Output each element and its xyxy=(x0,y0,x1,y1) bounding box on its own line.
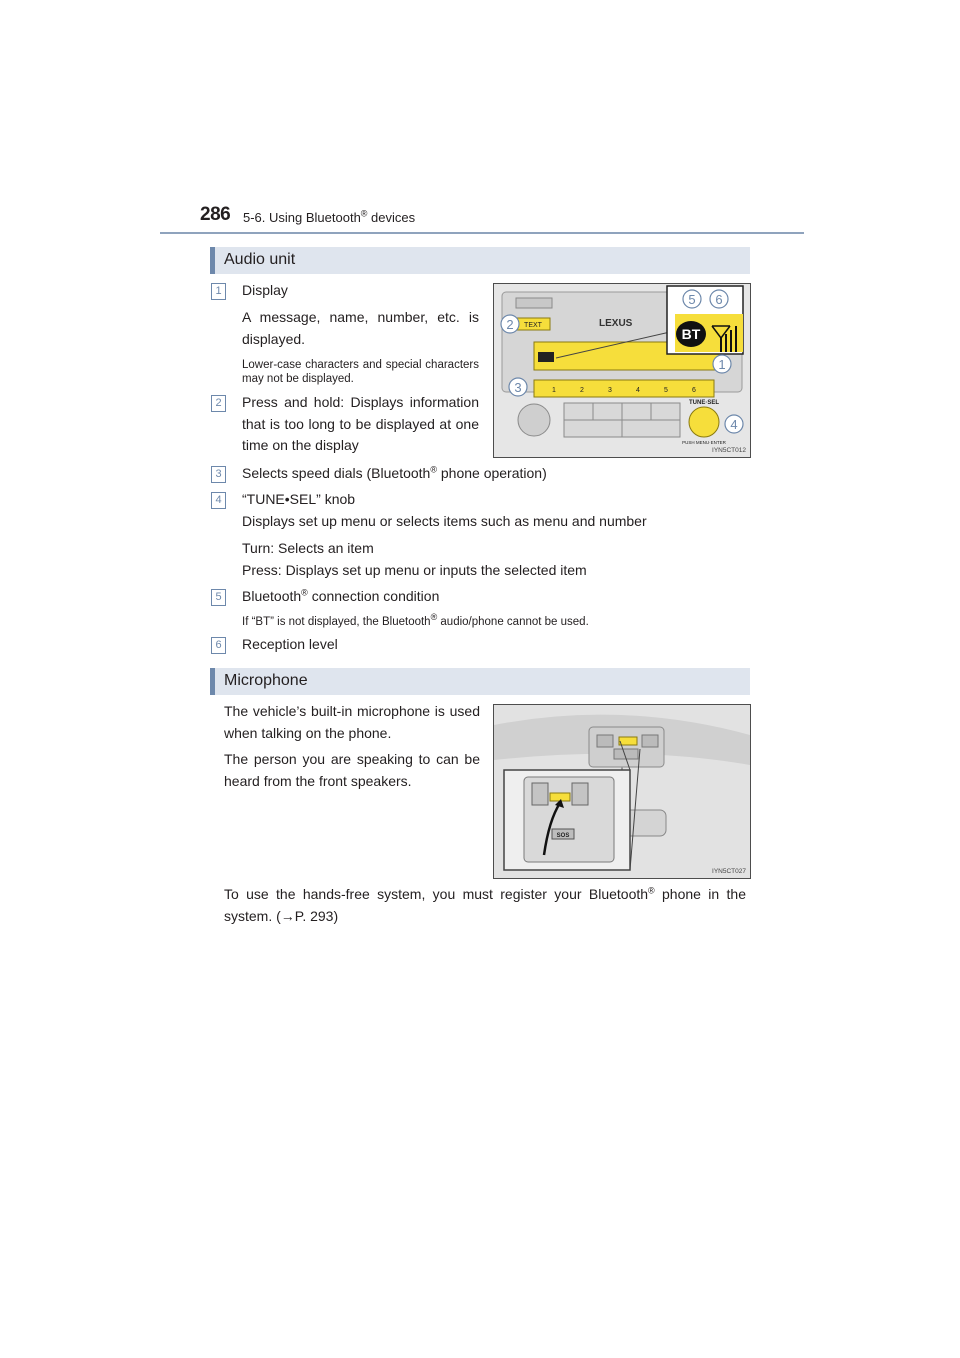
svg-text:IYN5CT012: IYN5CT012 xyxy=(712,447,746,454)
microphone-paragraph-1: The vehicle’s built-in microphone is used when talking on the phone. xyxy=(224,703,480,741)
svg-text:6: 6 xyxy=(692,387,696,394)
audio-unit-figure xyxy=(493,283,751,458)
svg-text:IYN5CT027: IYN5CT027 xyxy=(712,868,746,875)
callout-2 xyxy=(501,315,519,333)
svg-text:TEXT: TEXT xyxy=(524,322,542,329)
svg-text:3: 3 xyxy=(608,387,612,394)
item-number-5: 5 xyxy=(211,589,226,606)
item-1-note: Lower-case characters and special characters may not be displayed. xyxy=(242,359,479,385)
item-number-6: 6 xyxy=(211,637,226,654)
header-rule xyxy=(160,232,804,234)
callout-1 xyxy=(713,355,731,373)
svg-text:6: 6 xyxy=(715,292,723,307)
item-number-1: 1 xyxy=(211,283,226,300)
item-3-title: Selects speed dials (Bluetooth® phone operation) xyxy=(242,464,547,481)
svg-text:BT: BT xyxy=(681,326,701,342)
microphone-paragraph-3: To use the hands-free system, you must register your Bluetooth® phone in the system. (→P. 293) xyxy=(224,885,746,924)
callout-4 xyxy=(725,415,743,433)
callout-5 xyxy=(683,290,701,308)
item-4-press: Press: Displays set up menu or inputs the selected item xyxy=(242,562,587,578)
svg-text:4: 4 xyxy=(730,417,738,432)
callout-3 xyxy=(509,378,527,396)
page-reference-arrow-icon: → xyxy=(280,908,295,924)
item-5-note: If “BT” is not displayed, the Bluetooth® audio/phone cannot be used. xyxy=(242,612,589,628)
item-5-title: Bluetooth® connection condition xyxy=(242,587,440,604)
svg-text:1: 1 xyxy=(718,357,726,372)
callout-6 xyxy=(710,290,728,308)
svg-text:SOS: SOS xyxy=(556,833,570,839)
svg-text:TUNE·SEL: TUNE·SEL xyxy=(689,400,719,406)
audio-unit-illustration xyxy=(494,284,750,457)
microphone-figure xyxy=(493,704,751,879)
svg-text:3: 3 xyxy=(514,380,522,395)
item-6-title: Reception level xyxy=(242,636,338,652)
item-1-description: A message, name, number, etc. is displayed. xyxy=(242,309,479,347)
microphone-paragraph-2: The person you are speaking to can be heard from the front speakers. xyxy=(224,751,480,789)
microphone-illustration xyxy=(494,705,750,878)
svg-text:2: 2 xyxy=(506,317,514,332)
item-4-turn: Turn: Selects an item xyxy=(242,540,374,556)
svg-text:5: 5 xyxy=(688,292,696,307)
svg-text:4: 4 xyxy=(636,387,640,394)
item-number-3: 3 xyxy=(211,466,226,483)
svg-text:1: 1 xyxy=(552,387,556,394)
page-reference-link[interactable]: P. 293) xyxy=(294,908,339,924)
item-4-description: Displays set up menu or selects items such as menu and number xyxy=(242,513,647,529)
svg-text:LEXUS: LEXUS xyxy=(599,318,633,329)
item-1-title: Display xyxy=(242,282,288,298)
item-2-title: Press and hold: Displays information that is too long to be displayed at one time on the display xyxy=(242,394,479,453)
svg-text:PUSH MENU·ENTER: PUSH MENU·ENTER xyxy=(682,440,726,445)
page-number: 286 xyxy=(200,204,231,225)
chapter-title: 5-6. Using Bluetooth® devices xyxy=(243,208,416,225)
section-header-audio-unit: Audio unit xyxy=(210,247,750,274)
section-header-microphone: Microphone xyxy=(210,668,750,695)
item-number-2: 2 xyxy=(211,395,226,412)
item-number-4: 4 xyxy=(211,492,226,509)
svg-text:2: 2 xyxy=(580,387,584,394)
item-4-title: “TUNE•SEL” knob xyxy=(242,491,356,507)
svg-text:5: 5 xyxy=(664,387,668,394)
